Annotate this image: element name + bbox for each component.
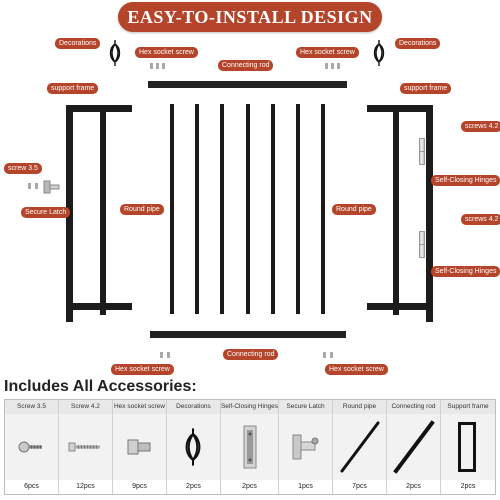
accessory-qty: 2pcs (441, 480, 495, 494)
hinge-icon (419, 138, 425, 152)
hex-screw-icon (331, 63, 334, 69)
latch-icon (289, 429, 323, 465)
connecting-rod-top (148, 81, 347, 88)
round-pipe (195, 104, 199, 314)
hinge-icon (419, 244, 425, 258)
label-hex-bottom-left: Hex socket screw (111, 364, 174, 375)
round-pipe (220, 104, 224, 314)
accessory-qty: 9pcs (113, 480, 166, 494)
label-screw35: screw 3.5 (4, 163, 42, 174)
accessory-name: Hex socket screw (113, 400, 166, 414)
label-decorations-left: Decorations (55, 38, 100, 49)
label-hex-bottom-right: Hex socket screw (325, 364, 388, 375)
accessory-qty: 12pcs (59, 480, 112, 494)
accessory-item (59, 400, 113, 494)
accessory-item (333, 400, 387, 494)
round-pipe (246, 104, 250, 314)
label-connecting-rod-top: Connecting rod (218, 60, 273, 71)
accessory-name: Self-Closing Hinges (221, 400, 278, 414)
accessory-item (387, 400, 441, 494)
label-hex-top-right: Hex socket screw (296, 47, 359, 58)
banner-title: EASY-TO-INSTALL DESIGN (127, 6, 373, 27)
label-support-frame-right: support frame (400, 83, 451, 94)
label-secure-latch: Secure Latch (21, 207, 70, 218)
frame-icon (453, 419, 483, 475)
screw-icon (16, 435, 46, 459)
support-frame-left-inner (100, 105, 106, 315)
label-screws42-top: screws 4.2 (461, 121, 500, 132)
accessory-qty: 2pcs (221, 480, 278, 494)
label-hinges-top: Self-Closing Hinges (431, 175, 500, 186)
hinge-icon (237, 424, 263, 470)
accessories-title: Includes All Accessories: (4, 378, 197, 395)
accessory-name: Secure Latch (279, 400, 332, 414)
hex-screw-icon (150, 63, 153, 69)
support-frame-right-bottom (367, 303, 433, 310)
label-round-pipe-right: Round pipe (332, 204, 376, 215)
round-pipe (296, 104, 300, 314)
round-pipe (170, 104, 174, 314)
accessory-name: Screw 3.5 (5, 400, 58, 414)
accessory-name: Decorations (167, 400, 220, 414)
accessory-name: Connecting rod (387, 400, 440, 414)
accessory-qty: 2pcs (167, 480, 220, 494)
hex-screw-icon (156, 63, 159, 69)
accessories-table (4, 399, 496, 495)
screw-icon (35, 183, 38, 189)
support-frame-right-outer (426, 105, 433, 322)
accessory-item (167, 400, 221, 494)
latch-icon (42, 178, 60, 196)
accessory-item (5, 400, 59, 494)
hinge-icon (419, 151, 425, 165)
accessory-qty: 2pcs (387, 480, 440, 494)
decoration-icon (183, 427, 203, 467)
title-banner (118, 2, 382, 32)
rod-icon (390, 419, 438, 475)
label-decorations-right: Decorations (395, 38, 440, 49)
hex-screw-icon (167, 352, 170, 358)
hex-screw-icon (162, 63, 165, 69)
hex-screw-icon (337, 63, 340, 69)
accessory-item (279, 400, 333, 494)
accessory-item (441, 400, 495, 494)
screw-icon (28, 183, 31, 189)
hex-screw-icon (325, 63, 328, 69)
label-support-frame-left: support frame (47, 83, 98, 94)
accessory-name: Support frame (441, 400, 495, 414)
support-frame-right-top (367, 105, 433, 112)
round-pipe (321, 104, 325, 314)
accessory-qty: 6pcs (5, 480, 58, 494)
hex-screw-icon (323, 352, 326, 358)
support-frame-left-top (66, 105, 132, 112)
decoration-left-icon (108, 40, 122, 66)
label-hex-top-left: Hex socket screw (135, 47, 198, 58)
accessory-name: Round pipe (333, 400, 386, 414)
pipe-icon (336, 419, 384, 475)
connecting-rod-bottom (150, 331, 346, 338)
accessory-qty: 1pcs (279, 480, 332, 494)
accessory-qty: 7pcs (333, 480, 386, 494)
hex-screw-icon (160, 352, 163, 358)
label-connecting-rod-bottom: Connecting rod (223, 349, 278, 360)
hex-screw-icon (124, 434, 154, 460)
label-screws42-bottom: screws 4.2 (461, 214, 500, 225)
hinge-icon (419, 231, 425, 245)
long-screw-icon (67, 438, 103, 456)
label-hinges-bottom: Self-Closing Hinges (431, 266, 500, 277)
accessory-item (113, 400, 167, 494)
label-round-pipe-left: Round pipe (120, 204, 164, 215)
support-frame-left-bottom (66, 303, 132, 310)
decoration-right-icon (372, 40, 386, 66)
hex-screw-icon (330, 352, 333, 358)
support-frame-right-inner (393, 105, 399, 315)
accessory-name: Screw 4.2 (59, 400, 112, 414)
accessory-item (221, 400, 279, 494)
round-pipe (271, 104, 275, 314)
